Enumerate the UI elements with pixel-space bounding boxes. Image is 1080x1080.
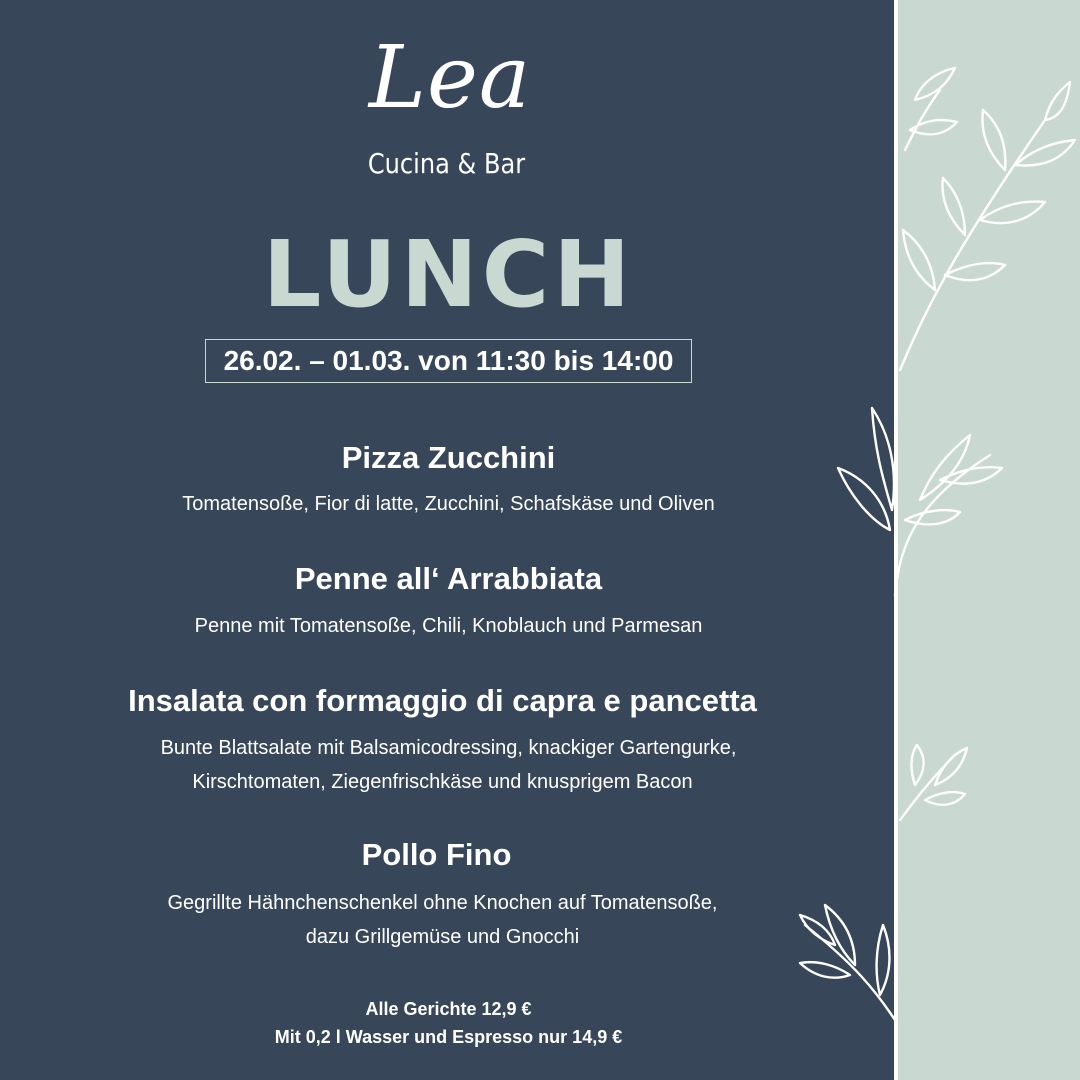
leaf-branch-icon — [795, 895, 905, 1025]
dish-description: Bunte Blattsalate mit Balsamicodressing, knackiger Gartengurke, — [160, 737, 737, 759]
price-combo: Mit 0,2 l Wasser und Espresso nur 14,9 € — [274, 1027, 623, 1047]
date-range-box — [205, 339, 692, 383]
date-range: 26.02. – 01.03. von 11:30 bis 14:00 — [223, 345, 674, 376]
leaf-branch-icon — [830, 400, 1030, 600]
dish-description: Gegrillte Hähnchenschenkel ohne Knochen auf Tomatensoße, — [167, 892, 718, 914]
brand-subtitle: Cucina & Bar — [367, 147, 526, 180]
dish-name: Insalata con formaggio di capra e pancetta — [128, 683, 757, 718]
dish-description: Tomatensoße, Fior di latte, Zucchini, Schafskäse und Oliven — [182, 493, 715, 515]
menu-title: LUNCH — [262, 221, 635, 328]
dish-name: Pizza Zucchini — [341, 440, 556, 475]
dish-description: Penne mit Tomatensoße, Chili, Knoblauch und Parmesan — [194, 615, 703, 637]
leaf-branch-icon — [895, 740, 985, 830]
brand-logo: Lea — [368, 28, 532, 128]
dish-description: Kirschtomaten, Ziegenfrischkäse und knusprigem Bacon — [192, 771, 693, 793]
dish-name: Pollo Fino — [361, 837, 512, 872]
leaf-branch-icon — [895, 60, 1080, 380]
dish-name: Penne all‘ Arrabbiata — [294, 561, 603, 596]
price-all-dishes: Alle Gerichte 12,9 € — [365, 999, 532, 1019]
dish-description: dazu Grillgemüse und Gnocchi — [305, 926, 580, 948]
